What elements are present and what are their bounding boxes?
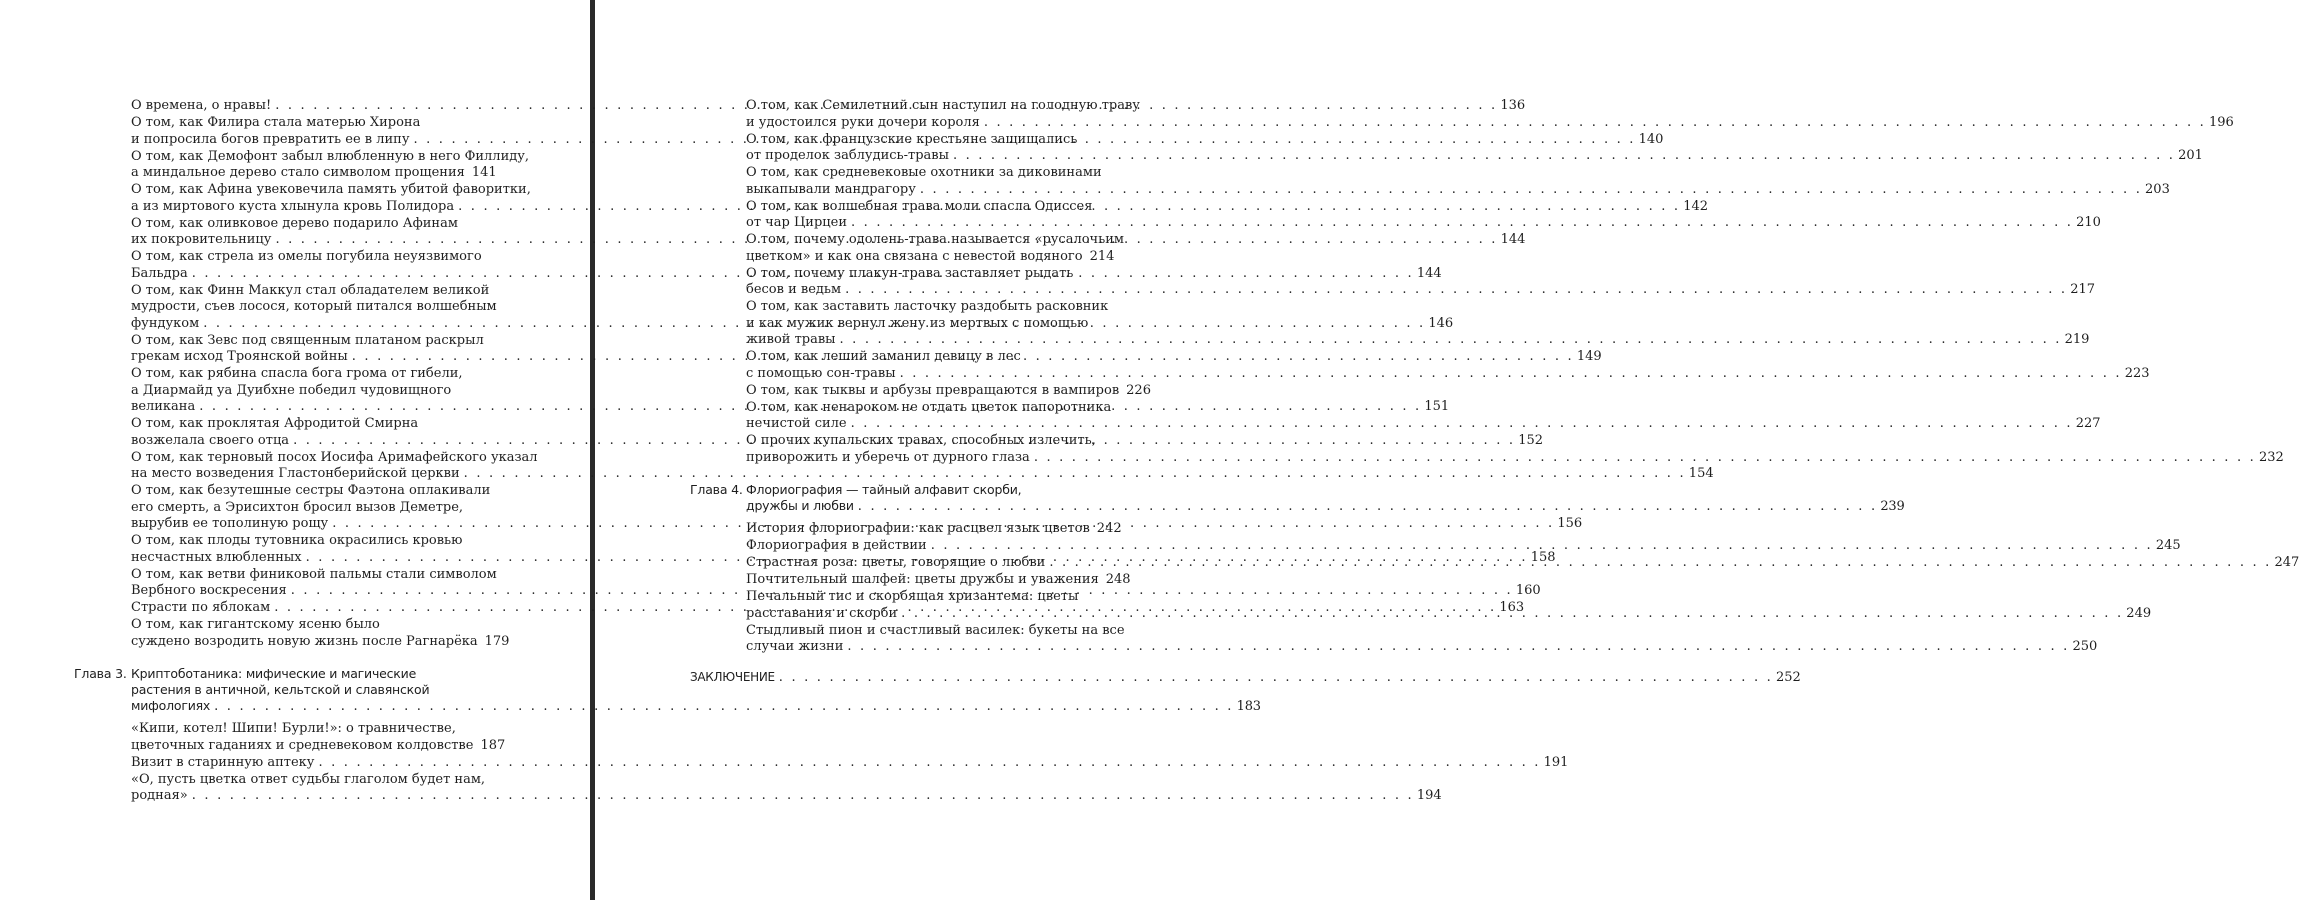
entry-text-line: О времена, о нравы!	[131, 98, 272, 113]
chapter-title-line: растения в античной, кельтской и славянской	[131, 682, 430, 697]
entry-text-line: О том, как ненароком не отдать цветок папоротника	[746, 399, 1112, 415]
toc-entry[interactable]	[690, 165, 2170, 198]
entry-text-line: О том, как Демофонт забыл влюбленную в него Филлиду,	[131, 148, 530, 164]
dot-leader	[840, 332, 2062, 349]
page-number: 142	[1683, 198, 1709, 214]
page-number: 248	[1105, 572, 1131, 587]
dot-leader	[851, 215, 2073, 232]
entry-text-line: О том, как ветви финиковой пальмы стали символом	[131, 566, 497, 582]
entry-text-line: «О, пусть цветка ответ судьбы глаголом будет нам,	[131, 771, 486, 787]
page-number: 154	[1688, 466, 1714, 481]
entry-text-line: О том, как Финн Маккул стал обладателем великой	[131, 282, 490, 298]
page-number: 144	[1416, 265, 1442, 281]
entry-text-line: О том, как рябина спасла бога грома от гибели,	[131, 366, 463, 381]
entry-text-line: О том, почему одолень-трава называется «русалочьим	[746, 232, 1124, 247]
entry-text-line: О том, как плоды тутовника окрасились кровью	[131, 533, 463, 548]
dot-leader	[214, 699, 1234, 715]
page-number: 191	[1543, 754, 1569, 770]
toc-entry[interactable]	[74, 148, 530, 182]
entry-text-line: Стыдливый пион и счастливый василек: букеты на все	[746, 622, 1125, 638]
page-number: 249	[2126, 605, 2152, 621]
entry-last-line	[746, 416, 2101, 433]
entry-text-line: О том, как безутешные сестры Фаэтона оплакивали	[131, 483, 491, 498]
toc-entry[interactable]	[74, 754, 1569, 772]
page-number: 252	[1775, 669, 1801, 685]
page-number: 203	[2145, 181, 2170, 197]
chapter-head-row	[690, 482, 1905, 515]
entry-text-line: великана	[131, 399, 196, 414]
entry-text-line: суждено возродить новую жизнь после Рагнарёка	[131, 633, 478, 649]
entry-text-line: цветочных гаданиях и средневековом колдовстве	[131, 737, 474, 753]
toc-entry[interactable]	[74, 617, 510, 650]
page-number: 232	[2258, 449, 2284, 465]
entry-text-line: О том, как оливковое дерево подарило Афинам	[131, 215, 458, 231]
toc-entry[interactable]	[690, 572, 1131, 589]
entry-text-line: История флориографии: как расцвел язык цветов	[746, 521, 1090, 536]
toc-entry[interactable]	[690, 622, 2098, 656]
chapter-title-line: дружбы и любви	[746, 498, 854, 513]
dot-leader	[858, 499, 1878, 515]
entry-text-line: О том, как Семилетний сын наступил на голодную траву	[746, 98, 1140, 113]
page-number: 201	[2178, 148, 2203, 163]
toc-entry[interactable]	[690, 538, 2181, 555]
entry-text-line: расставания и скорби	[746, 605, 898, 621]
entry-text-line: грекам исход Троянской войны	[131, 349, 348, 364]
toc-entry[interactable]	[690, 382, 1151, 400]
page-number: 210	[2076, 215, 2101, 230]
entry-text-line: Бальдра	[131, 265, 188, 281]
toc-section	[74, 721, 1569, 805]
entry-text-line: Печальный тис и скорбящая хризантема: цветы	[746, 589, 1079, 604]
chapter-label: Глава 3.	[74, 666, 127, 681]
entry-last-line	[746, 521, 1122, 538]
dot-leader	[920, 182, 2142, 199]
entry-text-line: с помощью сон-травы	[746, 365, 896, 381]
page-number: 245	[2155, 538, 2181, 553]
entry-text-line: Флориография в действии	[746, 538, 927, 553]
entry-text-line: Почтительный шалфей: цветы дружбы и уважения	[746, 572, 1099, 587]
entry-last-line	[746, 248, 1115, 266]
page-number: 196	[2208, 114, 2234, 130]
entry-text-line: и как мужик вернул жену из мертвых с помощью	[746, 315, 1089, 331]
page-number: 226	[1126, 382, 1151, 398]
page-number: 217	[2070, 282, 2096, 297]
dot-leader	[847, 639, 2069, 656]
page-number: 179	[484, 633, 510, 649]
page-number: 194	[1416, 788, 1442, 803]
entry-text-line: О том, как Филира стала матерью Хирона	[131, 115, 421, 130]
entry-text-line: Страстная роза: цветы, говорящие о любви	[746, 555, 1046, 570]
entry-last-line	[746, 365, 2150, 383]
toc-conclusion[interactable]	[690, 669, 1801, 685]
toc-entry[interactable]	[74, 771, 1442, 805]
page-number: 158	[1530, 549, 1556, 565]
entry-text-line: О том, как стрела из омелы погубила неуязвимого	[131, 249, 482, 264]
entry-last-line	[746, 639, 2098, 656]
entry-text-line: возжелала своего отца	[131, 432, 290, 448]
entry-text-line: О том, как леший заманил девицу в лес	[746, 349, 1021, 364]
entry-text-line: О том, как терновый посох Иосифа Аримафейского указал	[131, 449, 538, 465]
conclusion-label: ЗАКЛЮЧЕНИЕ	[690, 669, 775, 684]
page-number: 214	[1089, 248, 1115, 264]
chapter-title-last-line	[746, 498, 1905, 515]
entry-text-line: несчастных влюбленных	[131, 549, 302, 565]
entry-text-line: О том, почему плакун-трава заставляет рыдать	[746, 265, 1074, 281]
entry-last-line	[131, 788, 1442, 805]
dot-leader	[845, 282, 2067, 299]
dot-leader	[192, 788, 1414, 805]
page-number: 219	[2064, 332, 2090, 347]
dot-leader	[984, 115, 2206, 132]
page-number: 140	[1638, 131, 1664, 147]
entry-text-line: и удостоился руки дочери короля	[746, 114, 980, 130]
page-number: 141	[471, 165, 497, 180]
entry-text-line: О том, как гигантскому ясеню было	[131, 617, 380, 632]
page-number: 156	[1557, 516, 1583, 531]
entry-last-line	[746, 572, 1131, 589]
entry-text-line: О том, как Афина увековечила память убитой фаворитки,	[131, 182, 531, 197]
page-number: 144	[1500, 232, 1526, 247]
dot-leader	[900, 366, 2122, 383]
entry-text-line: Страсти по яблокам	[131, 600, 271, 615]
page-number: 163	[1499, 600, 1525, 615]
page-number: 136	[1500, 98, 1526, 113]
entry-text-line: родная»	[131, 788, 188, 803]
dot-leader	[931, 538, 2153, 555]
entry-last-line	[746, 282, 2096, 299]
entry-last-line	[131, 466, 1714, 483]
entry-text-line: О том, как заставить ласточку раздобыть расковник	[746, 299, 1109, 314]
entry-last-line	[746, 148, 2203, 165]
entry-last-line	[746, 114, 2234, 132]
entry-text-line: на место возведения Гластонберийской церкви	[131, 466, 460, 481]
dot-leader	[1034, 450, 2256, 467]
toc-entry[interactable]	[690, 232, 1124, 265]
entry-last-line	[746, 181, 2170, 199]
page-number: 187	[480, 737, 506, 753]
entry-last-line	[746, 538, 2181, 555]
chapter-title-line: мифологиях	[131, 698, 211, 713]
page-number: 223	[2124, 365, 2150, 381]
entry-last-line	[131, 633, 510, 651]
entry-text-line: О прочих купальских травах, способных излечить,	[746, 433, 1096, 448]
page-number: 242	[1096, 521, 1122, 536]
entry-text-line: а из миртового куста хлынула кровь Полидора	[131, 198, 455, 214]
page-number: 183	[1236, 699, 1261, 714]
dot-leader	[318, 755, 1540, 772]
page-number: 250	[2072, 639, 2098, 654]
chapter-label: Глава 4.	[690, 482, 743, 497]
entry-text-line: Визит в старинную аптеку	[131, 754, 315, 770]
entry-text-line: Вербного воскресения	[131, 583, 287, 598]
entry-text-line: бесов и ведьм	[746, 282, 842, 297]
entry-text-line: живой травы	[746, 332, 836, 347]
entry-text-line: О том, как средневековые охотники за диковинами	[746, 165, 1102, 180]
dot-leader	[1049, 555, 2271, 572]
entry-text-line: фундуком	[131, 315, 200, 331]
entry-text-line: О том, как волшебная трава моли спасла Одиссея	[746, 198, 1093, 214]
page-number: 146	[1428, 315, 1454, 331]
page-number: 151	[1424, 399, 1450, 414]
entry-text-line: а Диармайд уа Дуибхне победил чудовищного	[131, 382, 452, 398]
toc-entry[interactable]	[74, 721, 506, 754]
page-number: 239	[1880, 499, 1905, 514]
chapter-title-line: Криптоботаника: мифические и магические	[131, 666, 417, 681]
page-number: 152	[1518, 432, 1544, 448]
entry-text-line: от проделок заблудись-травы	[746, 148, 949, 163]
page-number: 160	[1515, 583, 1541, 598]
entry-text-line: и попросила богов превратить ее в липу	[131, 131, 410, 147]
entry-text-line: от чар Цирцеи	[746, 215, 847, 230]
entry-last-line	[746, 332, 2090, 349]
entry-text-line: О том, как Зевс под священным платаном раскрыл	[131, 332, 484, 348]
entry-text-line: выкапывали мандрагору	[746, 181, 916, 197]
dot-leader	[953, 148, 2175, 165]
dot-leader	[851, 416, 2073, 433]
entry-text-line: случаи жизни	[746, 639, 844, 654]
entry-last-line	[746, 382, 1151, 400]
entry-text-line: мудрости, съев лосося, который питался волшебным	[131, 299, 497, 314]
entry-last-line	[131, 754, 1569, 772]
entry-text-line: нечистой силе	[746, 416, 847, 431]
chapter-title-last-line	[131, 698, 1261, 715]
entry-text-line: «Кипи, котел! Шипи! Бурли!»: о травничестве,	[131, 721, 456, 736]
entry-text-line: вырубив ее тополиную рощу	[131, 516, 329, 531]
chapter-title	[746, 482, 1905, 515]
chapter-title-line: Флориография — тайный алфавит скорби,	[746, 482, 1022, 497]
dot-leader	[779, 670, 1773, 685]
entry-text-line: О том, как тыквы и арбузы превращаются в вампиров	[746, 382, 1120, 398]
entry-text-line: О том, как французские крестьяне защищались	[746, 131, 1078, 147]
page-number: 227	[2075, 416, 2101, 431]
page-number: 149	[1576, 349, 1602, 364]
page-number: 247	[2274, 555, 2299, 570]
chapter-heading[interactable]	[690, 482, 1905, 515]
entry-last-line	[746, 215, 2101, 232]
entry-text-line: О том, как проклятая Афродитой Смирна	[131, 416, 419, 431]
entry-last-line	[746, 449, 2284, 467]
entry-last-line	[131, 737, 506, 755]
entry-last-line	[131, 165, 497, 182]
entry-text-line: приворожить и уберечь от дурного глаза	[746, 449, 1030, 465]
entry-text-line: а миндальное дерево стало символом прощения	[131, 165, 465, 180]
dot-leader	[901, 606, 2123, 623]
toc-entry[interactable]	[690, 521, 1122, 538]
entry-text-line: его смерть, а Эрисихтон бросил вызов Деметре,	[131, 499, 464, 515]
entry-text-line: их покровительницу	[131, 232, 272, 247]
entry-text-line: цветком» и как она связана с невестой водяного	[746, 248, 1083, 264]
